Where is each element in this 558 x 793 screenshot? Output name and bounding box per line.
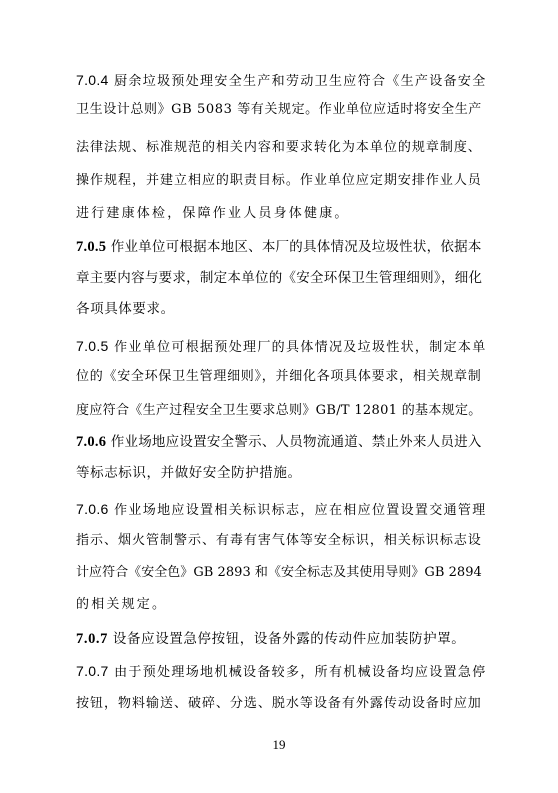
text-line [76, 501, 487, 519]
text-line [76, 369, 482, 385]
clause-text: 操作规程，并建立相应的职责目标。作业单位应定期安排作业人员 [76, 173, 482, 188]
clause-text: 各项具体要求。 [76, 301, 175, 317]
text-line [76, 533, 482, 549]
text-line [76, 270, 482, 286]
page-number: 19 [272, 737, 286, 752]
clause-text: 由于预处理场地机械设备较多，所有机械设备均应设置急停 [108, 665, 487, 680]
text-line [76, 72, 487, 90]
text-line [76, 403, 482, 419]
clause-text: 作业场地应设置安全警示、人员物流通道、禁止外来人员进入 [106, 434, 482, 450]
text-line [76, 102, 482, 118]
text-line [76, 140, 482, 156]
clause-text: 作业单位可根据本地区、本厂的具体情况及垃圾性状，依据本 [106, 239, 482, 255]
text-line [76, 301, 175, 317]
clause-text: 设备应设置急停按钮，设备外露的传动件应加装防护罩。 [108, 631, 466, 647]
clause-text: 等标志标识，并做好安全防护措施。 [76, 465, 302, 481]
text-line [76, 239, 482, 255]
clause-number: 7.0.7 [76, 631, 108, 647]
text-line [76, 696, 482, 712]
clause-text: 的相关规定。 [76, 597, 168, 612]
text-line [76, 206, 350, 222]
clause-number: 7.0.4 [76, 72, 109, 88]
clause-number: 7.0.5 [76, 338, 109, 354]
clause-text: 进行建康体检，保障作业人员身体健康。 [76, 206, 350, 221]
text-line [76, 631, 465, 647]
clause-text: 度应符合《生产过程安全卫生要求总则》GB/T 12801 的基本规定。 [76, 403, 482, 418]
text-line [76, 663, 487, 681]
text-line [76, 434, 482, 450]
clause-number: 7.0.7 [76, 663, 109, 679]
clause-number: 7.0.6 [76, 434, 107, 450]
clause-text: 法律法规、标准规范的相关内容和要求转化为本单位的规章制度、 [76, 140, 482, 155]
clause-text: 厨余垃圾预处理安全生产和劳动卫生应符合《生产设备安全 [108, 74, 487, 89]
text-line [76, 173, 482, 189]
text-line [76, 465, 302, 481]
clause-text: 位的《安全环保卫生管理细则》，并细化各项具体要求，相关规章制 [76, 369, 482, 384]
text-line [76, 597, 167, 613]
text-line [76, 565, 482, 581]
clause-text: 卫生设计总则》GB 5083 等有关规定。作业单位应适时将安全生产 [76, 102, 482, 117]
clause-text: 指示、烟火管制警示、有毒有害气体等安全标识，相关标识标志设 [76, 533, 482, 548]
clause-number: 7.0.6 [76, 501, 109, 517]
text-line [76, 338, 487, 356]
clause-text: 章主要内容与要求，制定本单位的《安全环保卫生管理细则》，细化 [76, 270, 483, 286]
clause-text: 作业单位可根据预处理厂的具体情况及垃圾性状，制定本单 [108, 340, 487, 355]
clause-number: 7.0.5 [76, 239, 107, 255]
clause-text: 按钮，物料输送、破碎、分选、脱水等设备有外露传动设备时应加 [76, 696, 482, 711]
clause-text: 计应符合《安全色》GB 2893 和《安全标志及其使用导则》GB 2894 [76, 565, 482, 580]
clause-text: 作业场地应设置相关标识标志，应在相应位置设置交通管理 [108, 503, 487, 518]
